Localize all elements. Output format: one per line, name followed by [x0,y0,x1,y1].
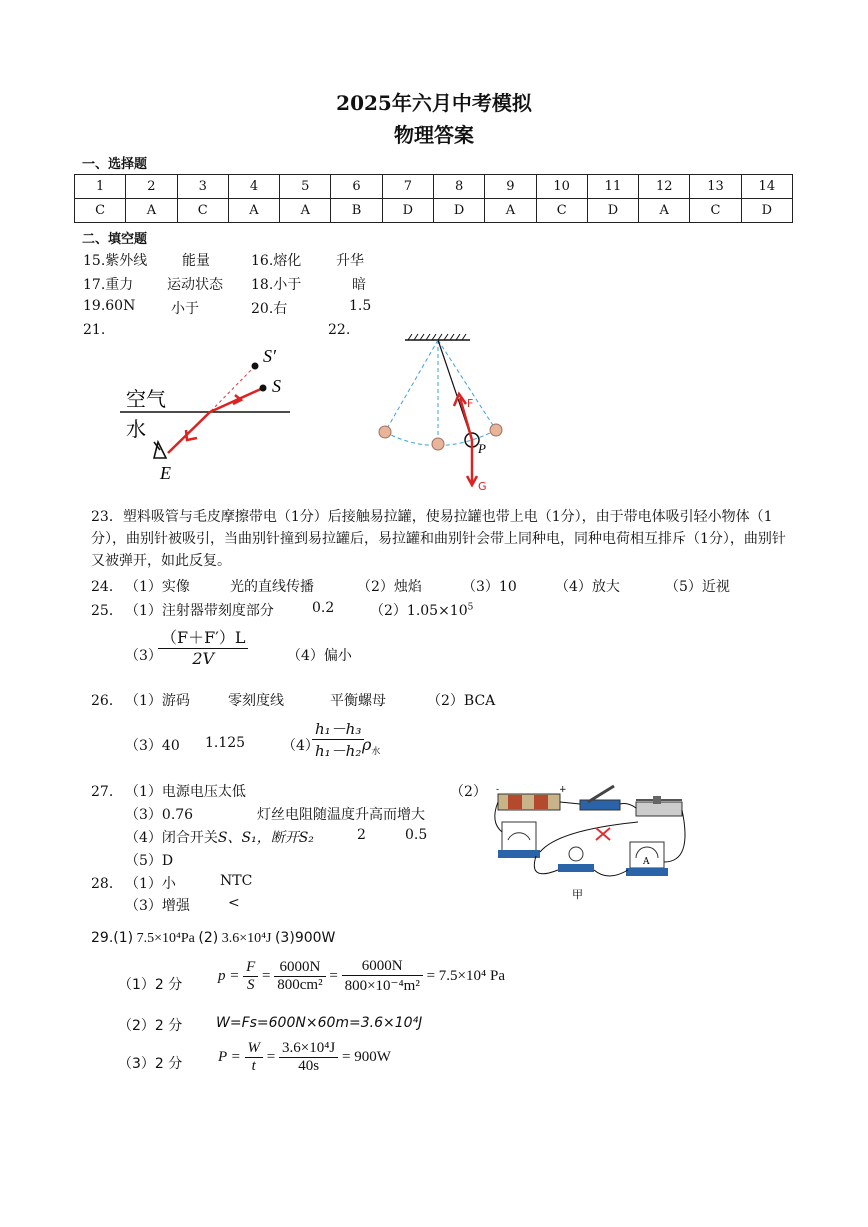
q29-p3-result: = 900W [342,1049,391,1065]
lamp-bulb [569,847,583,861]
q16-answer: 升华 [336,253,364,269]
q26-fraction [312,718,364,761]
label-s: S [272,376,281,396]
table-cell-answer: D [587,199,638,223]
table-cell-answer: A [126,199,177,223]
q29-p1-eq1: = [262,968,271,984]
q25-part2-exp: 5 [467,602,474,613]
point-s-prime [252,363,259,370]
q29-p1-d1: 800cm² [277,977,323,993]
refracted-ray [168,412,210,453]
q15-answer: 能量 [182,253,210,269]
q29-summary [91,930,335,947]
q26-denominator: h₁－h₂ [315,742,362,760]
q24-part4: （4）放大 [555,579,620,595]
q24-part3: （3）10 [462,579,517,595]
q26-part1c: 平衡螺母 [330,693,386,709]
section-fill: 二、填空题 [82,232,148,247]
q19-label: 19.60N [83,298,136,314]
bob-middle [432,438,444,450]
label-s-prime: S′ [263,346,276,366]
q29-answer-2: 3.6×10⁴J [221,931,272,946]
table-cell-number: 14 [741,175,792,199]
q25-part1: （1）注射器带刻度部分 [125,603,274,619]
point-s [260,385,267,392]
label-e: E [160,463,171,483]
q29-part2-equation: W=Fs=600N×60m=3.6×10⁴J [216,1015,423,1031]
q29-head: 29.(1) [91,930,134,946]
wire-4 [664,810,685,862]
q26-part1b: 零刻度线 [228,693,284,709]
q29-label-3: (3) [274,930,295,946]
q17-answer: 运动状态 [167,277,223,293]
voltmeter-base [498,850,540,858]
q28-part1: （1）小 [125,876,176,892]
q29-part1-equation [218,958,505,995]
q29-p1-lhs: p = [218,968,240,984]
q29-part1-label: （1）2 分 [118,977,183,993]
q25-fraction [158,625,248,668]
table-cell-number: 9 [485,175,536,199]
table-cell-answer: A [639,199,690,223]
figure-caption: 甲 [572,888,583,901]
label-g: G [478,480,487,493]
q29-p3-d: 40s [298,1058,320,1074]
q25-part4: （4）偏小 [287,648,352,664]
q29-p3-w: W [245,1040,264,1058]
incident-ray [210,388,263,412]
q18-label: 18.小于 [251,277,302,293]
table-cell-answer: A [280,199,331,223]
q29-p3-eq: = [266,1049,276,1065]
q29-p1-n2: 6000N [342,958,423,976]
q29-p1-s: S [246,977,255,993]
q27-part1: （1）电源电压太低 [125,784,246,800]
q26-part3: （3）40 [125,738,180,754]
q27-number: 27． [91,784,123,800]
q29-part3-equation [218,1040,391,1075]
q26-rho-symbol: ρ [362,735,372,754]
virtual-ray [210,366,255,412]
section-choice: 一、选择题 [82,157,148,172]
voltmeter [502,822,536,852]
table-row-answers [75,199,793,223]
wire-2 [560,802,580,804]
bob-right [490,424,502,436]
q28-part1b: NTC [220,873,253,889]
q29-p1-n1: 6000N [274,959,325,977]
table-cell-number: 5 [280,175,331,199]
q27-part4c: 0.5 [405,827,428,843]
table-cell-answer: C [177,199,228,223]
q22-label: 22. [328,322,351,338]
table-cell-number: 7 [382,175,433,199]
q29-p1-f: F [243,959,258,977]
q21-label: 21. [83,322,106,338]
q29-p3-frac1 [245,1040,264,1075]
figure-27-circuit [488,782,693,902]
q29-p1-d2: 800×10⁻⁴m² [344,978,420,994]
q24-part2: （2）烛焰 [357,579,422,595]
table-cell-number: 12 [639,175,690,199]
table-cell-answer: A [485,199,536,223]
q29-p1-frac1 [243,959,258,994]
q29-answer-3: 900W [294,930,336,946]
q29-answer-1: 7.5×10⁴Pa [136,931,195,946]
q27-part2-label: （2） [450,784,487,800]
q27-part3: （3）0.76 [125,807,194,823]
q25-numerator: （F＋F′）L [158,625,248,649]
table-cell-number: 2 [126,175,177,199]
table-cell-number: 4 [228,175,279,199]
q28-number: 28． [91,876,123,892]
q26-number: 26． [91,693,123,709]
table-cell-number: 6 [331,175,382,199]
answer-table [74,174,793,223]
q25-part1b: 0.2 [312,600,335,616]
wire-3 [620,804,636,809]
table-cell-answer: A [228,199,279,223]
string-left [385,340,438,432]
q29-p1-result: = 7.5×10⁴ Pa [426,968,505,984]
q26-part1: （1）游码 [125,693,190,709]
q26-rho [362,735,380,757]
table-cell-number: 8 [433,175,484,199]
q29-p3-t: t [251,1058,256,1074]
q29-p1-frac2 [274,959,325,994]
table-cell-answer: D [741,199,792,223]
q25-part2-text: （2）1.05×10 [370,603,468,619]
battery [498,794,560,810]
q29-part3-label: （3）2 分 [118,1056,183,1072]
q26-rho-sub: 水 [371,747,381,758]
q27-part3b: 灯丝电阻随温度升高而增大 [257,807,425,823]
battery-minus: - [496,785,500,795]
q29-p3-lhs: P = [218,1049,241,1065]
label-air: 空气 [126,387,166,411]
q23-text: 23．塑料吸管与毛皮摩擦带电（1分）后接触易拉罐，使易拉罐也带上电（1分），由于带电体吸引轻小物体（1分），曲别针被吸引，当曲别针撞到易拉罐后，易拉罐和曲别针会带上同种电，同种电荷相互排斥（1分），曲别针又被弹开，如此反复。 [91,509,786,569]
q17-label: 17.重力 [83,277,134,293]
q27-part4b: 2 [357,827,366,843]
table-cell-answer: B [331,199,382,223]
q27-part4 [125,827,314,847]
q18-answer: 暗 [352,277,366,293]
q29-p3-n: 3.6×10⁴J [279,1040,338,1058]
label-p: P [478,441,486,456]
q29-part2-label: （2）2 分 [118,1018,183,1034]
q28-part3b: < [228,895,240,911]
q26-part3b: 1.125 [205,735,246,751]
figure-21-refraction [110,338,300,488]
wire-6 [534,856,558,874]
q29-label-2: (2) [198,930,219,946]
battery-plus: + [559,785,567,795]
cross-mark-icon [596,828,610,840]
q27-part4-switches: S、S₁，断开S₂ [217,830,314,846]
table-cell-number: 1 [75,175,126,199]
rheostat [636,802,682,816]
table-cell-number: 13 [690,175,741,199]
label-water: 水 [126,417,146,441]
battery-cell-1 [508,795,522,809]
wire-5 [540,822,638,852]
table-cell-number: 10 [536,175,587,199]
table-cell-number: 3 [177,175,228,199]
battery-cell-2 [534,795,548,809]
rheostat-slider [653,796,661,804]
switch-base [580,800,620,810]
lamp-base [558,864,594,872]
q27-part5: （5）D [125,853,174,869]
q25-part3-label: （3） [125,648,162,664]
q29-p1-eq2: = [329,968,338,984]
string-right [438,340,496,430]
q26-part4-label: （4） [282,738,319,754]
label-f: F [467,397,474,410]
q25-number: 25． [91,603,123,619]
bob-left [379,426,391,438]
wire-7 [594,870,628,876]
q24-part1b: 光的直线传播 [230,579,314,595]
q15-label: 15.紫外线 [83,253,148,269]
ammeter-label: A [643,857,650,867]
table-cell-answer: C [75,199,126,223]
q29-p1-frac3 [342,958,423,995]
q26-numerator: h₁－h₃ [312,718,364,740]
q24-number: 24． [91,579,123,595]
q25-denominator: 2V [192,649,215,668]
page-subtitle: 物理答案 [394,123,474,147]
ceiling-hatch [408,334,466,340]
table-cell-answer: D [382,199,433,223]
q20-answer: 1.5 [349,298,372,314]
table-cell-answer: D [433,199,484,223]
figure-22-pendulum [370,330,510,495]
q24-part5: （5）近视 [665,579,730,595]
table-cell-answer: C [690,199,741,223]
q26-part2: （2）BCA [427,693,496,709]
table-cell-answer: C [536,199,587,223]
table-cell-number: 11 [587,175,638,199]
q25-part2 [370,600,473,620]
q29-p3-frac2 [279,1040,338,1075]
table-row-numbers [75,175,793,199]
q19-answer: 小于 [171,301,199,317]
q28-part3: （3）增强 [125,898,190,914]
q27-part4-text: （4）闭合开关 [125,830,218,846]
q20-label: 20.右 [251,301,288,317]
q24-part1: （1）实像 [125,579,190,595]
q16-label: 16.熔化 [251,253,302,269]
ammeter-base [626,868,668,876]
page-title: 2025年六月中考模拟 [336,91,532,115]
